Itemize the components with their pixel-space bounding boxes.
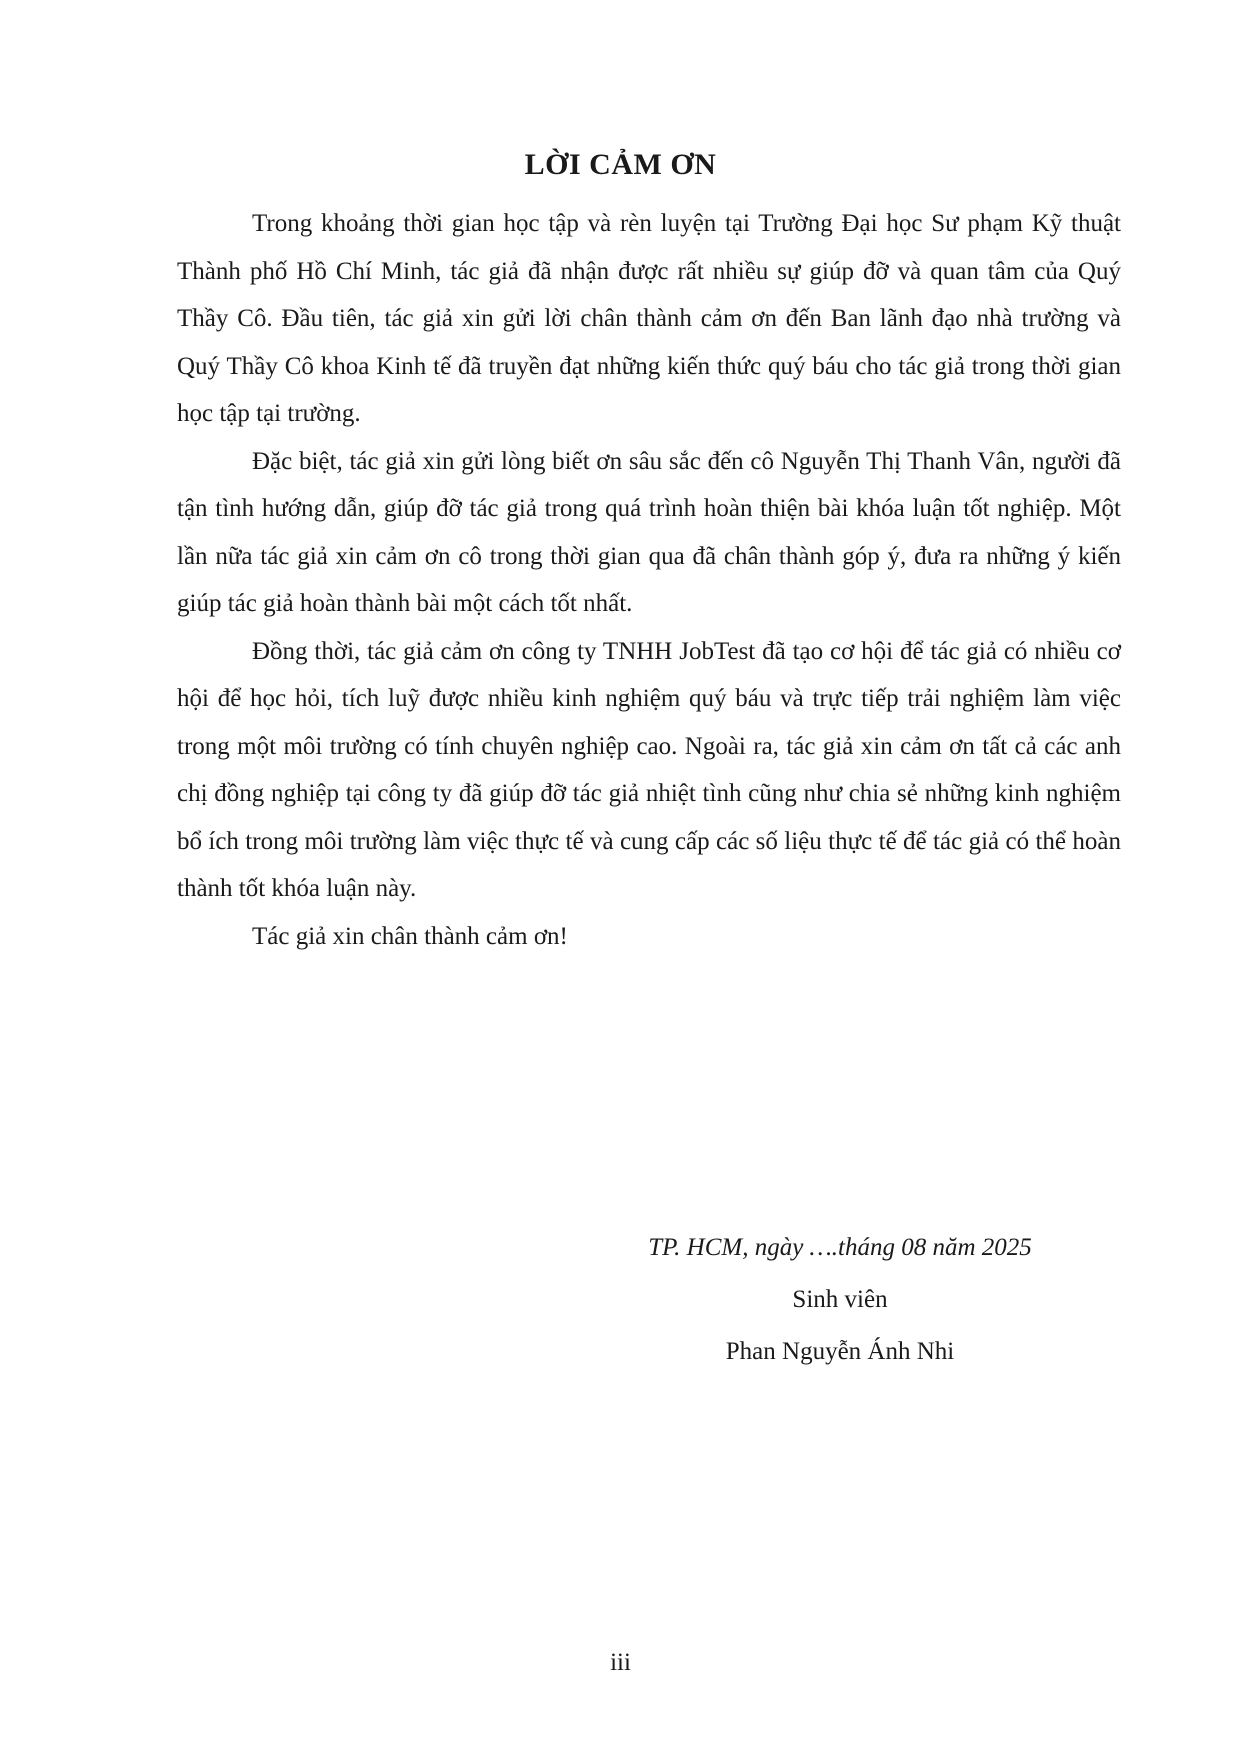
page-title: LỜI CẢM ƠN bbox=[524, 148, 717, 181]
paragraph-4: Tác giả xin chân thành cảm ơn! bbox=[252, 922, 568, 950]
signature-name: Phan Nguyễn Ánh Nhi bbox=[725, 1338, 955, 1365]
signature-date: TP. HCM, ngày ….tháng 08 năm 2025 bbox=[648, 1234, 1032, 1261]
signature-block bbox=[600, 1222, 1080, 1378]
signature-role: Sinh viên bbox=[792, 1286, 888, 1313]
page-number: iii bbox=[610, 1649, 631, 1676]
paragraph-2: Đặc biệt, tác giả xin gửi lòng biết ơn sâu sắc đến cô Nguyễn Thị Thanh Vân, người đã tận tình hướng dẫn, giúp đỡ tác giả trong quá trình hoàn thiện bài khóa luận tốt nghiệp. Một lần nữa tác giả xin cảm ơn cô trong thời gian qua đã chân thành góp ý, đưa ra những ý kiến giúp tác giả hoàn thành bài một cách tốt nhất. bbox=[177, 447, 1121, 617]
paragraph-1: Trong khoảng thời gian học tập và rèn luyện tại Trường Đại học Sư phạm Kỹ thuật Thành phố Hồ Chí Minh, tác giả đã nhận được rất nhiều sự giúp đỡ và quan tâm của Quý Thầy Cô. Đầu tiên, tác giả xin gửi lời chân thành cảm ơn đến Ban lãnh đạo nhà trường và Quý Thầy Cô khoa Kinh tế đã truyền đạt những kiến thức quý báu cho tác giả trong thời gian học tập tại trường. bbox=[177, 210, 1121, 427]
paragraph-3: Đồng thời, tác giả cảm ơn công ty TNHH JobTest đã tạo cơ hội để tác giả có nhiều cơ hội để học hỏi, tích luỹ được nhiều kinh nghiệm quý báu và trực tiếp trải nghiệm làm việc trong một môi trường có tính chuyên nghiệp cao. Ngoài ra, tác giả xin cảm ơn tất cả các anh chị đồng nghiệp tại công ty đã giúp đỡ tác giả nhiệt tình cũng như chia sẻ những kinh nghiệm bổ ích trong môi trường làm việc thực tế và cung cấp các số liệu thực tế để tác giả có thể hoàn thành tốt khóa luận này. bbox=[177, 637, 1121, 902]
acknowledgement-body bbox=[177, 200, 1121, 960]
